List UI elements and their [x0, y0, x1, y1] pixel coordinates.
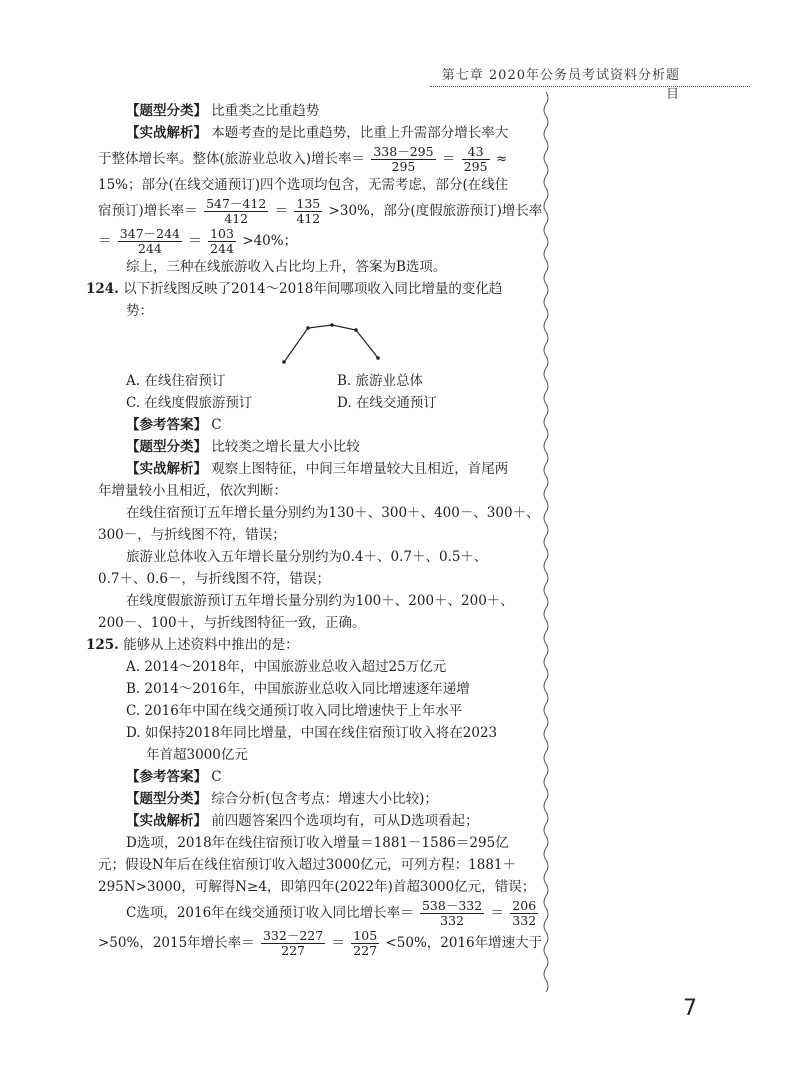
type-text: 比重类之比重趋势 [211, 103, 320, 119]
option-a: A. 2014～2018年，中国旅游业总收入超过25万亿元 [126, 659, 447, 675]
denominator: 332 [512, 913, 537, 928]
text: ≈ [495, 151, 508, 167]
option-a: A. 在线住宿预订 [126, 373, 226, 389]
option-d: D. 如保持2018年同比增量，中国在线住宿预订收入将在2023 [126, 725, 498, 741]
fraction [204, 197, 268, 226]
fraction [510, 899, 538, 928]
q124-analysis-line: 200－、100＋，与折线图特征一致，正确。 [98, 615, 366, 631]
denominator: 332 [440, 913, 465, 928]
q124-analysis-line [98, 458, 548, 480]
trend-point [282, 360, 286, 364]
q124-analysis-line: 年增量较小且相近，依次判断： [98, 483, 287, 499]
analysis-tag: 【实战解析】 [126, 125, 207, 141]
q125-analysis-line: D选项，2018年在线住宿预订收入增量＝1881－1586＝295亿 [126, 835, 509, 851]
question-number: 125. [86, 637, 119, 653]
numerator: 103 [210, 226, 234, 241]
type-tag: 【题型分类】 [126, 103, 207, 119]
numerator: 43 [462, 145, 490, 160]
q124-analysis-line: 300－，与折线图不符，错误； [98, 527, 286, 543]
answer-value: C [211, 417, 222, 433]
trend-line-figure [98, 322, 548, 370]
denominator: 412 [296, 211, 321, 226]
q124-answer-line [98, 414, 548, 436]
denominator: 244 [137, 241, 162, 256]
option-c: C. 在线度假旅游预订 [126, 395, 253, 411]
trend-point [354, 328, 358, 332]
analysis-text: 前四题答案四个选项均有，可从D选项看起； [211, 813, 479, 829]
text: >30%，部分(度假旅游预订)增长率 [328, 203, 543, 219]
numerator: 135 [296, 196, 321, 211]
q125-analysis-line [98, 810, 548, 832]
denominator: 295 [463, 159, 488, 174]
q125-answer-line [98, 766, 548, 788]
type-tag: 【题型分类】 [126, 439, 207, 455]
denominator: 227 [353, 943, 378, 958]
text: C选项，2016年在线交通预订收入同比增长率＝ [126, 905, 414, 921]
q123-formula-line-3 [98, 226, 548, 256]
fraction [351, 929, 379, 958]
question-number: 124. [86, 281, 119, 297]
analysis-tag: 【实战解析】 [126, 461, 207, 477]
text: ＝ [331, 935, 345, 951]
text: ＝ [274, 203, 289, 219]
q124-options-row-2 [98, 392, 548, 414]
trend-point [306, 326, 310, 330]
numerator: 347－244 [119, 226, 181, 241]
q124-stem-line-1 [86, 278, 548, 300]
text: ＝ [441, 151, 456, 167]
denominator: 295 [391, 159, 416, 174]
q124-analysis-line: 0.7＋、0.6－，与折线图不符，错误； [98, 571, 330, 587]
q124-stem-line-2: 势： [126, 303, 153, 319]
text: <50%，2016年增速大于 [385, 935, 543, 951]
numerator: 105 [353, 928, 378, 943]
q125-stem-line [86, 634, 548, 656]
text: 宿预订)增长率＝ [98, 203, 198, 219]
fraction [462, 145, 490, 174]
type-text: 综合分析(包含考点：增速大小比较)； [211, 791, 438, 807]
q125-formula-line-1 [98, 898, 548, 928]
q124-options-row-1 [98, 370, 548, 392]
fraction [294, 197, 322, 226]
text: >40%； [242, 233, 298, 249]
answer-tag: 【参考答案】 [126, 417, 207, 433]
option-d-continued: 年首超3000亿元 [146, 747, 248, 763]
q125-formula-line-2 [98, 928, 548, 958]
fraction [118, 227, 182, 256]
text: 于整体增长率。整体(旅游业总收入)增长率＝ [98, 151, 366, 167]
q123-type-line [98, 100, 548, 122]
option-b: B. 2014～2016年，中国旅游业总收入同比增速逐年递增 [126, 681, 470, 697]
q123-analysis-line [98, 122, 548, 144]
option-b: B. 旅游业总体 [337, 373, 424, 389]
denominator: 244 [210, 241, 234, 256]
q123-formula-line-2 [98, 196, 548, 226]
trend-point [330, 323, 334, 327]
option-c: C. 2016年中国在线交通预订收入同比增速快于上年水平 [126, 703, 463, 719]
trend-point [376, 356, 380, 360]
numerator: 332－227 [262, 928, 324, 943]
page-content [86, 100, 548, 958]
numerator: 538－332 [421, 898, 483, 913]
q124-analysis-line: 在线度假旅游预订五年增长量分别约为100＋、200＋、200＋、 [126, 593, 514, 609]
fraction [420, 899, 484, 928]
numerator: 206 [512, 898, 537, 913]
answer-value: C [211, 769, 222, 785]
analysis-text: 本题考查的是比重趋势，比重上升需部分增长率大 [211, 125, 509, 141]
header-rule [430, 86, 750, 87]
numerator: 338－295 [373, 144, 434, 159]
type-tag: 【题型分类】 [126, 791, 207, 807]
text: ＝ [188, 233, 202, 249]
analysis-text: 观察上图特征，中间三年增量较大且相近，首尾两 [211, 461, 509, 477]
running-header: 第七章 2020年公务员考试资料分析题目 [441, 68, 680, 102]
trend-line [284, 325, 378, 362]
question-stem: 以下折线图反映了2014～2018年间哪项收入同比增量的变化趋 [123, 281, 503, 297]
fraction [371, 145, 435, 174]
text: ＝ [490, 905, 504, 921]
q124-analysis-line: 在线住宿预订五年增长量分别约为130＋、300＋、400－、300＋、 [126, 505, 540, 521]
q124-type-line [98, 436, 548, 458]
type-text: 比较类之增长量大小比较 [211, 439, 360, 455]
numerator: 547－412 [206, 196, 267, 211]
question-stem: 能够从上述资料中推出的是： [123, 637, 299, 653]
q123-line: 15%；部分(在线交通预订)四个选项均包含，无需考虑，部分(在线住 [98, 177, 509, 193]
q123-formula-line-1 [98, 144, 548, 174]
fraction [208, 227, 236, 256]
q125-type-line [98, 788, 548, 810]
text: ＝ [98, 233, 112, 249]
q124-analysis-line: 旅游业总体收入五年增长量分别约为0.4＋、0.7＋、0.5＋、 [126, 549, 488, 565]
q125-analysis-line: 295N>3000，可解得N≥4，即第四年(2022年)首超3000亿元，错误； [98, 879, 536, 895]
text: >50%，2015年增长率＝ [98, 935, 255, 951]
fraction [261, 929, 325, 958]
q125-analysis-line: 元；假设N年后在线住宿预订收入超过3000亿元，可列方程：1881＋ [98, 857, 517, 873]
trend-line-svg [278, 322, 388, 370]
answer-tag: 【参考答案】 [126, 769, 207, 785]
denominator: 412 [224, 211, 249, 226]
option-d: D. 在线交通预订 [337, 395, 437, 411]
q123-conclusion: 综上，三种在线旅游收入占比均上升，答案为B选项。 [126, 259, 447, 275]
analysis-tag: 【实战解析】 [126, 813, 207, 829]
page-number: 7 [683, 996, 697, 1021]
denominator: 227 [281, 943, 306, 958]
